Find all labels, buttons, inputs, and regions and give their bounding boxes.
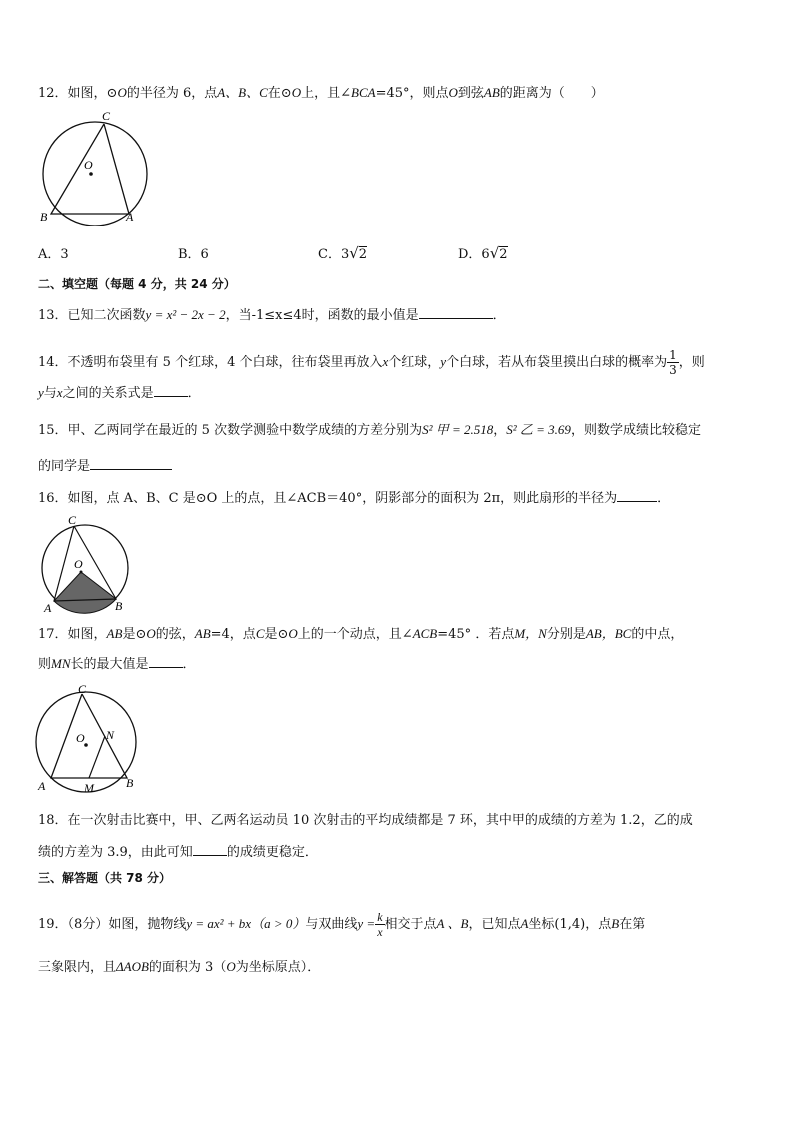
q15-line2: 的同学是 bbox=[38, 457, 172, 476]
q14-answer-blank[interactable] bbox=[154, 384, 188, 397]
q13-answer-blank[interactable] bbox=[419, 306, 493, 319]
svg-text:C: C bbox=[68, 513, 77, 527]
q16-answer-blank[interactable] bbox=[617, 489, 657, 502]
q18-line2: 绩的方差为 3.9，由此可知 的成绩更稳定． bbox=[38, 845, 318, 860]
option-d: D．6√2 bbox=[458, 244, 508, 262]
q16: 16．如图，点 A、B、C 是⊙O 上的点，且∠ACB＝40°，阴影部分的面积为 2π，则此扇形的半径为 ． bbox=[38, 491, 671, 506]
svg-text:B: B bbox=[40, 210, 48, 224]
svg-text:C: C bbox=[102, 109, 111, 123]
section-2-heading: 二、填空题（每题 4 分，共 24 分） bbox=[38, 277, 236, 291]
svg-text:B: B bbox=[126, 776, 134, 790]
svg-text:O: O bbox=[74, 557, 83, 571]
q19-line1: 19．（8分）如图，抛物线y = ax² + bx（a > 0）与双曲线y = $\frac{k}{x}$ 相交于点A 、B，已知点A坐标(1,4)，点B在第 bbox=[38, 910, 646, 939]
q13: 13．已知二次函数y = x² − 2x − 2，当-1≤x≤4时，函数的最小值是 ． bbox=[38, 307, 506, 323]
q17-answer-blank[interactable] bbox=[149, 655, 183, 668]
svg-text:O: O bbox=[76, 731, 85, 745]
q17-line1: 17．如图，AB是⊙O的弦，AB=4，点C是⊙O上的一个动点，且∠ACB=45° ．若点M，N分别是AB，BC的中点， bbox=[38, 626, 684, 642]
q17-figure bbox=[34, 682, 149, 798]
section-3-heading: 三、解答题（共 78 分） bbox=[38, 871, 172, 885]
q15-answer-blank[interactable] bbox=[90, 457, 172, 470]
option-a: A．3 bbox=[38, 247, 69, 262]
q19-line2: 三象限内，且ΔAOB的面积为 3（O为坐标原点）． bbox=[38, 959, 321, 975]
option-c: C．3√2 bbox=[318, 244, 368, 262]
q14-line1: 14．不透明布袋里有 5 个红球，4 个白球，往布袋里再放入x个红球，y个白球，若从布袋里摸出白球的概率为 $\frac{1}{3}$ ，则 bbox=[38, 348, 705, 377]
q17-line2: 则MN长的最大值是 ． bbox=[38, 656, 196, 672]
svg-text:A: A bbox=[126, 210, 134, 224]
q12-options bbox=[38, 244, 598, 264]
svg-text:C: C bbox=[78, 682, 87, 696]
q18-answer-blank[interactable] bbox=[193, 843, 227, 856]
q12-figure bbox=[34, 108, 154, 226]
q14-fraction: $\frac{1}{3}$ bbox=[669, 348, 677, 377]
q16-figure bbox=[38, 512, 133, 616]
q14-line2: y与x之间的关系式是 ． bbox=[38, 385, 201, 401]
svg-text:A: A bbox=[44, 601, 52, 615]
svg-text:B: B bbox=[115, 599, 123, 613]
svg-text:N: N bbox=[106, 728, 115, 742]
q18-line1: 18．在一次射击比赛中，甲、乙两名运动员 10 次射击的平均成绩都是 7 环，其中甲的成绩的方差为 1.2，乙的成 bbox=[38, 813, 693, 828]
svg-text:M: M bbox=[84, 781, 94, 795]
option-b: B．6 bbox=[178, 247, 209, 262]
svg-text:A: A bbox=[38, 779, 46, 793]
svg-text:O: O bbox=[84, 158, 93, 172]
q19-fraction: $\frac{k}{x}$ bbox=[377, 910, 383, 939]
q12-stem: 12．如图，⊙O的半径为 6，点A、B、C在⊙O上，且∠BCA=45°，则点O到弦AB的距离为（ ） bbox=[38, 85, 604, 101]
q15-line1: 15．甲、乙两同学在最近的 5 次数学测验中数学成绩的方差分别为S² 甲 = 2.518，S² 乙 = 3.69，则数学成绩比较稳定 bbox=[38, 422, 701, 438]
